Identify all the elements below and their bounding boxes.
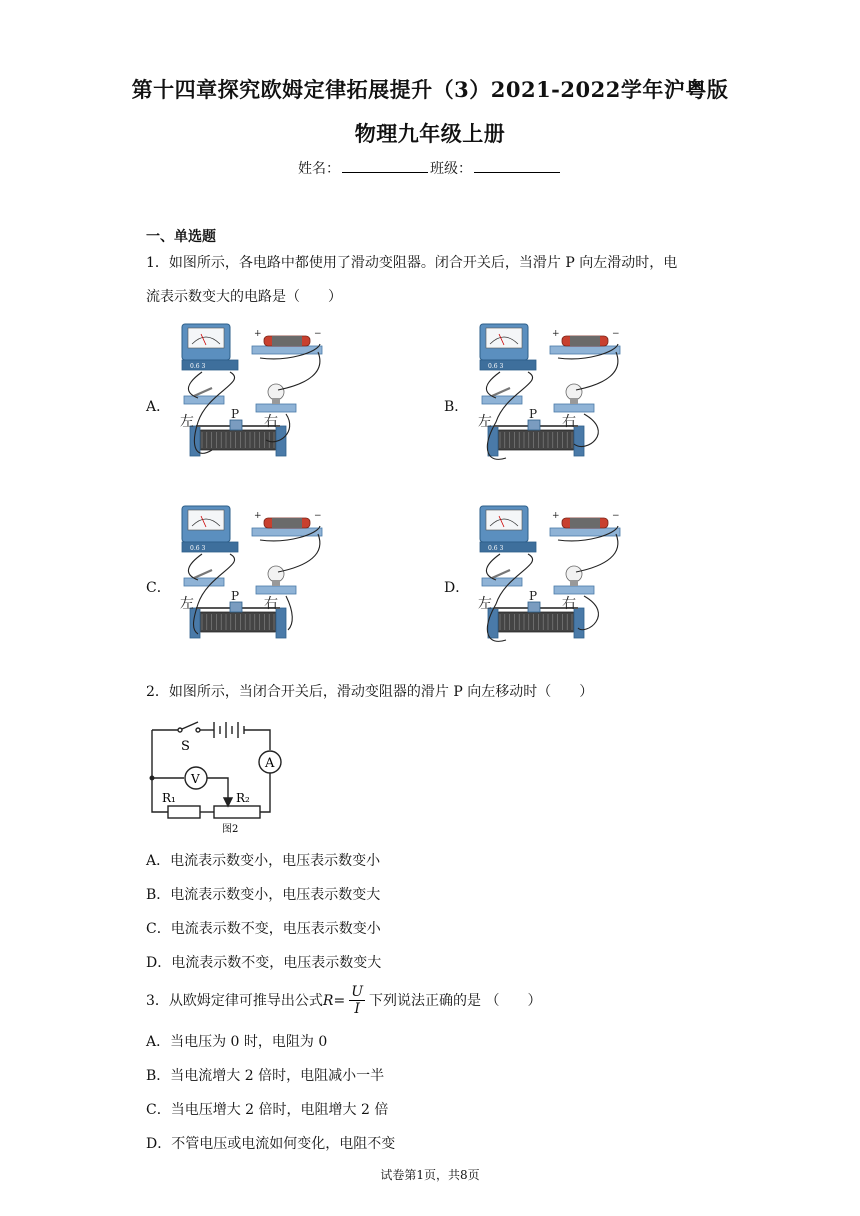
right-direction-label: 右 bbox=[264, 414, 278, 430]
connecting-wire bbox=[278, 534, 320, 572]
battery-minus-sign: − bbox=[612, 511, 620, 521]
bulb-base bbox=[554, 586, 594, 594]
section-heading: 一、单选题 bbox=[146, 229, 216, 245]
right-direction-label: 右 bbox=[562, 414, 576, 430]
bulb-base bbox=[256, 586, 296, 594]
q1-option-a-figure bbox=[168, 322, 338, 472]
rheostat-coil bbox=[496, 430, 576, 450]
r2-label: R₂ bbox=[236, 791, 250, 805]
q3-formula-fraction bbox=[349, 984, 365, 1017]
q3-option-d[interactable]: D．不管电压或电流如何变化，电阻不变 bbox=[146, 1136, 396, 1152]
rheostat-slider bbox=[528, 420, 540, 430]
bulb-glass bbox=[566, 384, 582, 400]
q1-option-c-figure bbox=[168, 504, 338, 654]
q3-formula-numerator: U bbox=[351, 984, 364, 1000]
ammeter-terminal-labels: 0.6 3 bbox=[190, 545, 206, 552]
bulb-socket bbox=[272, 580, 280, 586]
battery-minus-sign: − bbox=[314, 329, 322, 339]
document-title-line1: 第十四章探究欧姆定律拓展提升（3）2021-2022学年沪粤版 bbox=[131, 77, 729, 102]
name-label: 姓名： bbox=[298, 161, 340, 177]
q3-formula-denominator: I bbox=[354, 1001, 360, 1017]
switch-base bbox=[184, 578, 224, 586]
battery-plus-sign: + bbox=[552, 511, 560, 521]
switch-lever bbox=[194, 570, 212, 578]
q2-option-b[interactable]: B．电流表示数变小，电压表示数变大 bbox=[146, 887, 381, 903]
battery-plus-sign: + bbox=[254, 329, 262, 339]
q2-option-d[interactable]: D．电流表示数不变，电压表示数变大 bbox=[146, 955, 382, 971]
battery-plus-sign: + bbox=[254, 511, 262, 521]
bulb-glass bbox=[566, 566, 582, 582]
bulb-base bbox=[256, 404, 296, 412]
left-direction-label: 左 bbox=[478, 596, 492, 612]
switch-base bbox=[482, 396, 522, 404]
connecting-wire bbox=[576, 352, 618, 390]
rheostat-left-end bbox=[488, 426, 498, 456]
q2-option-c[interactable]: C．电流表示数不变，电压表示数变小 bbox=[146, 921, 381, 937]
q3-stem-suffix: 下列说法正确的是 （ ） bbox=[369, 992, 542, 1009]
r1-label: R₁ bbox=[162, 791, 176, 805]
switch-base bbox=[482, 578, 522, 586]
battery-minus-sign: − bbox=[612, 329, 620, 339]
battery-tray bbox=[252, 346, 322, 354]
rheostat-slider bbox=[528, 602, 540, 612]
switch-base bbox=[184, 396, 224, 404]
q2-circuit-diagram bbox=[146, 716, 286, 836]
rheostat-coil bbox=[496, 612, 576, 632]
connecting-wire bbox=[576, 534, 618, 572]
bulb-socket bbox=[272, 398, 280, 404]
switch-lever bbox=[492, 388, 510, 396]
ammeter-symbol: A bbox=[265, 756, 275, 771]
rheostat-right-end bbox=[574, 426, 584, 456]
q1-option-a-label[interactable]: A． bbox=[146, 399, 171, 415]
slider-label: P bbox=[231, 407, 240, 421]
rheostat-right-end bbox=[574, 608, 584, 638]
ammeter-terminal-labels: 0.6 3 bbox=[488, 363, 504, 370]
name-blank[interactable] bbox=[342, 158, 428, 173]
battery-band bbox=[272, 336, 302, 346]
connecting-wire bbox=[286, 596, 292, 630]
slider-label: P bbox=[529, 589, 538, 603]
q3-option-c[interactable]: C．当电压增大 2 倍时，电阻增大 2 倍 bbox=[146, 1102, 389, 1118]
bulb-socket bbox=[570, 580, 578, 586]
bulb-socket bbox=[570, 398, 578, 404]
q3-option-b[interactable]: B．当电流增大 2 倍时，电阻减小一半 bbox=[146, 1068, 385, 1084]
voltmeter-symbol: V bbox=[191, 772, 200, 786]
battery-plus-sign: + bbox=[552, 329, 560, 339]
q1-option-d-figure bbox=[466, 504, 636, 654]
bulb-base bbox=[554, 404, 594, 412]
bulb-glass bbox=[268, 566, 284, 582]
battery-minus-sign: − bbox=[314, 511, 322, 521]
battery-band bbox=[570, 518, 600, 528]
q1-option-b-label[interactable]: B． bbox=[444, 399, 469, 415]
q2-option-a[interactable]: A．电流表示数变小，电压表示数变小 bbox=[146, 853, 381, 869]
rheostat-slider bbox=[230, 602, 242, 612]
rheostat-coil bbox=[198, 612, 278, 632]
rheostat-slider bbox=[230, 420, 242, 430]
battery-tray bbox=[252, 528, 322, 536]
q1-stem-line2: 流表示数变大的电路是（ ） bbox=[146, 289, 342, 305]
left-direction-label: 左 bbox=[478, 414, 492, 430]
rheostat-right-end bbox=[276, 608, 286, 638]
figure-caption: 图2 bbox=[222, 824, 239, 835]
left-direction-label: 左 bbox=[180, 596, 194, 612]
q3-formula-lhs: R= bbox=[322, 992, 346, 1009]
q3-stem bbox=[146, 984, 541, 1017]
q2-stem: 2．如图所示，当闭合开关后，滑动变阻器的滑片 P 向左移动时（ ） bbox=[146, 684, 594, 700]
ammeter-terminal-labels: 0.6 3 bbox=[190, 363, 206, 370]
slider-label: P bbox=[529, 407, 538, 421]
q1-stem-line1: 1．如图所示，各电路中都使用了滑动变阻器。闭合开关后，当滑片 P 向左滑动时，电 bbox=[146, 255, 678, 271]
switch-label: S bbox=[181, 739, 190, 754]
slider-label: P bbox=[231, 589, 240, 603]
right-direction-label: 右 bbox=[264, 596, 278, 612]
student-info-line bbox=[0, 158, 860, 178]
document-title-line2: 物理九年级上册 bbox=[354, 121, 506, 146]
q1-option-d-label[interactable]: D． bbox=[444, 580, 470, 596]
q1-option-b-figure bbox=[466, 322, 636, 472]
right-direction-label: 右 bbox=[562, 596, 576, 612]
left-direction-label: 左 bbox=[180, 414, 194, 430]
battery-band bbox=[570, 336, 600, 346]
battery-tray bbox=[550, 346, 620, 354]
class-blank[interactable] bbox=[474, 158, 560, 173]
q3-option-a[interactable]: A．当电压为 0 时，电阻为 0 bbox=[146, 1034, 328, 1050]
ammeter-terminal-labels: 0.6 3 bbox=[488, 545, 504, 552]
page-footer: 试卷第1页，共8页 bbox=[380, 1168, 480, 1182]
q3-stem-prefix: 3．从欧姆定律可推导出公式 bbox=[146, 992, 323, 1009]
q1-option-c-label[interactable]: C． bbox=[146, 580, 171, 596]
class-label: 班级： bbox=[430, 161, 472, 177]
connecting-wire bbox=[278, 352, 320, 390]
rheostat-left-end bbox=[488, 608, 498, 638]
switch-lever bbox=[492, 570, 510, 578]
battery-band bbox=[272, 518, 302, 528]
switch-lever bbox=[194, 388, 212, 396]
bulb-glass bbox=[268, 384, 284, 400]
battery-tray bbox=[550, 528, 620, 536]
